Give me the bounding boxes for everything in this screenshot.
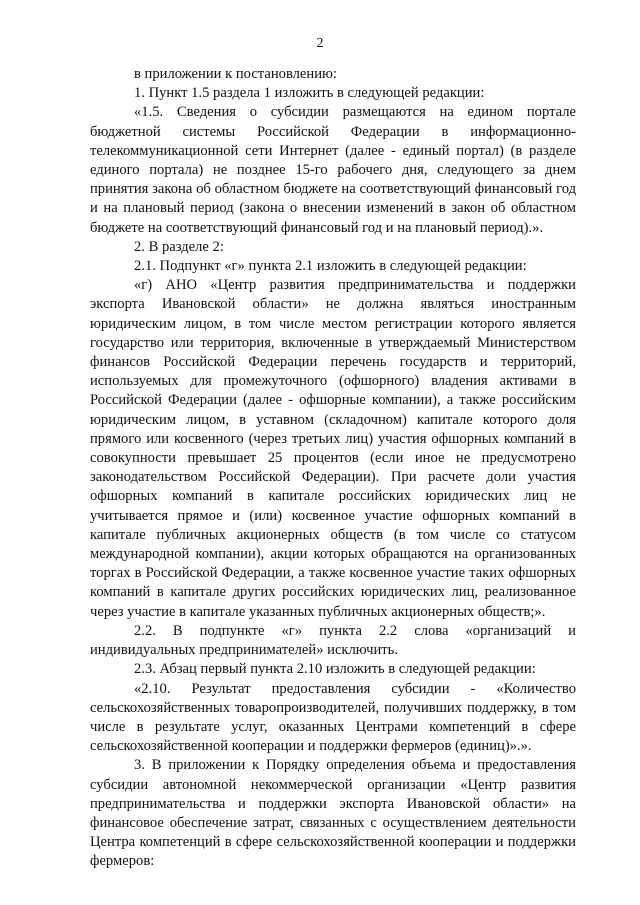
paragraph-item-1-5: «1.5. Сведения о субсидии размещаются на едином портале бюджетной системы Российской Федерации в информационно-телекоммуникационной сети Интернет (далее - единый портал) (в разделе единого портала) не позднее 15-го рабочего дня, следующего за днем принятия закона об областном бюджете на соответствующий финансовый год и на плановый период (закона о внесении изменений в закон об областном бюджете на соответствующий финансовый год и на плановый период).». bbox=[90, 104, 576, 236]
paragraph-item-2-10: «2.10. Результат предоставления субсидии - «Количество сельскохозяйственных товаропроизводителей, получивших поддержку, в том числе в результате услуг, оказанных Центрами компетенций в сфере сельскохозяйственной кооперации и поддержки фермеров (единиц)».». bbox=[90, 680, 576, 755]
paragraph-item-2: 2. В разделе 2: bbox=[134, 238, 224, 255]
paragraph-subitem-g: «г) АНО «Центр развития предпринимательства и поддержки экспорта Ивановской области» не должна являться иностранным юридическим лицом, в том числе местом регистрации которого является государство или территория, включенные в утверждаемый Министерством финансов Российской Федерации перечень государств и территорий, используемых для промежуточного (офшорного) владения активами в Российской Федерации (далее - офшорные компании), а также российским юридическим лицом, в уставном (складочном) капитале которого доля прямого или косвенного (через третьих лиц) участия офшорных компаний в совокупности превышает 25 процентов (если иное не предусмотрено законодательством Российской Федерации). При расчете доли участия офшорных компаний в капитале российских юридических лиц не учитывается прямое и (или) косвенное участие офшорных компаний в капитале публичных акционерных обществ (в том числе со статусом международной компании), акции которых обращаются на организованных торгах в Российской Федерации, а также косвенное участие таких офшорных компаний в капитале других российских юридических лиц, реализованное через участие в капитале указанных публичных акционерных обществ;». bbox=[90, 277, 576, 620]
paragraph-item-2-1: 2.1. Подпункт «г» пункта 2.1 изложить в следующей редакции: bbox=[134, 258, 527, 275]
paragraph-intro: в приложении к постановлению: bbox=[134, 66, 337, 82]
paragraph-item-2-2: 2.2. В подпункте «г» пункта 2.2 слова «организаций и индивидуальных предпринимателей» исключить. bbox=[90, 622, 576, 659]
paragraph-item-1: 1. Пункт 1.5 раздела 1 изложить в следующей редакции: bbox=[134, 85, 485, 102]
page-number: 2 bbox=[316, 36, 324, 51]
paragraph-item-3: 3. В приложении к Порядку определения объема и предоставления субсидии автономной некоммерческой организации «Центр развития предпринимательства и поддержки экспорта Ивановской области» на финансовое обеспечение затрат, связанных с осуществлением деятельности Центра компетенций в сфере сельскохозяйственной кооперации и поддержки фермеров: bbox=[90, 757, 576, 870]
paragraph-item-2-3: 2.3. Абзац первый пункта 2.10 изложить в следующей редакции: bbox=[134, 661, 536, 678]
document-body bbox=[90, 65, 576, 872]
